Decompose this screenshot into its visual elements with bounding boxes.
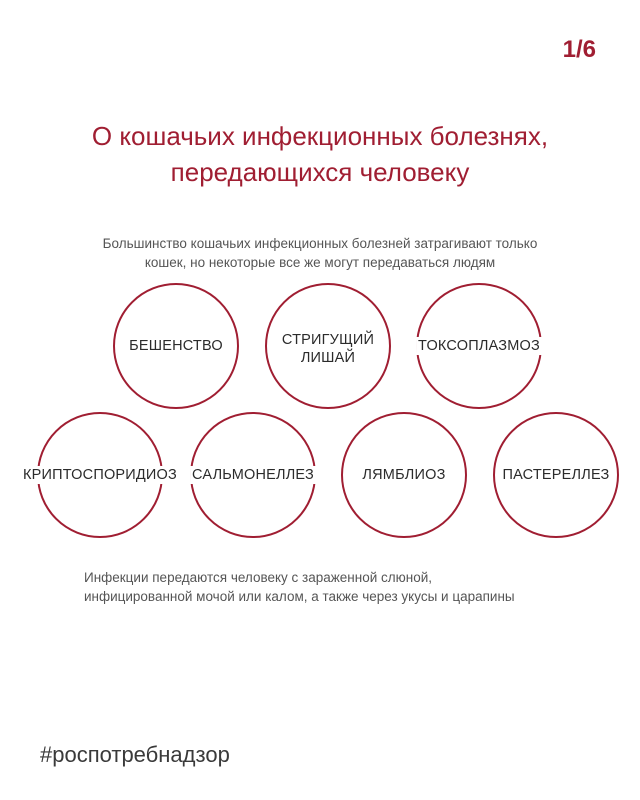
disease-label-ringworm: СТРИГУЩИЙ ЛИШАЙ xyxy=(281,332,375,366)
disease-circle-2 xyxy=(266,284,390,408)
intro-line-2: кошек, но некоторые все же могут передаваться людям xyxy=(144,255,496,270)
disease-label-salmonellosis: САЛЬМОНЕЛЛЕЗ xyxy=(192,467,314,483)
disease-circle-4 xyxy=(38,413,162,537)
page-counter: 1/6 xyxy=(562,36,596,63)
intro-line-1: Большинство кошачьих инфекционных болезней затрагивают только xyxy=(102,236,538,251)
hashtag: #роспотребнадзор xyxy=(40,742,230,767)
disease-circle-7 xyxy=(494,413,618,537)
disease-label-cryptosporidiosis: КРИПТОСПОРИДИОЗ xyxy=(23,467,177,483)
disease-circle-5 xyxy=(191,413,315,537)
outro-text: Инфекции передаются человеку с зараженной слюной, инфицированной мочой или калом, а также через укусы и царапины xyxy=(84,570,515,604)
title-line-2: передающихся человеку xyxy=(170,157,470,187)
disease-label-rabies: БЕШЕНСТВО xyxy=(129,338,223,354)
disease-circle-6 xyxy=(342,413,466,537)
disease-label-giardiasis: ЛЯМБЛИОЗ xyxy=(362,467,446,483)
page-title xyxy=(0,118,640,190)
disease-label-pasteurellosis: ПАСТЕРЕЛЛЕЗ xyxy=(502,467,610,483)
disease-circle-3 xyxy=(417,284,541,408)
intro-text xyxy=(0,234,640,272)
disease-label-toxoplasmosis: ТОКСОПЛАЗМОЗ xyxy=(418,338,540,354)
title-line-1: О кошачьих инфекционных болезнях, xyxy=(91,121,549,151)
disease-circle-1 xyxy=(114,284,238,408)
